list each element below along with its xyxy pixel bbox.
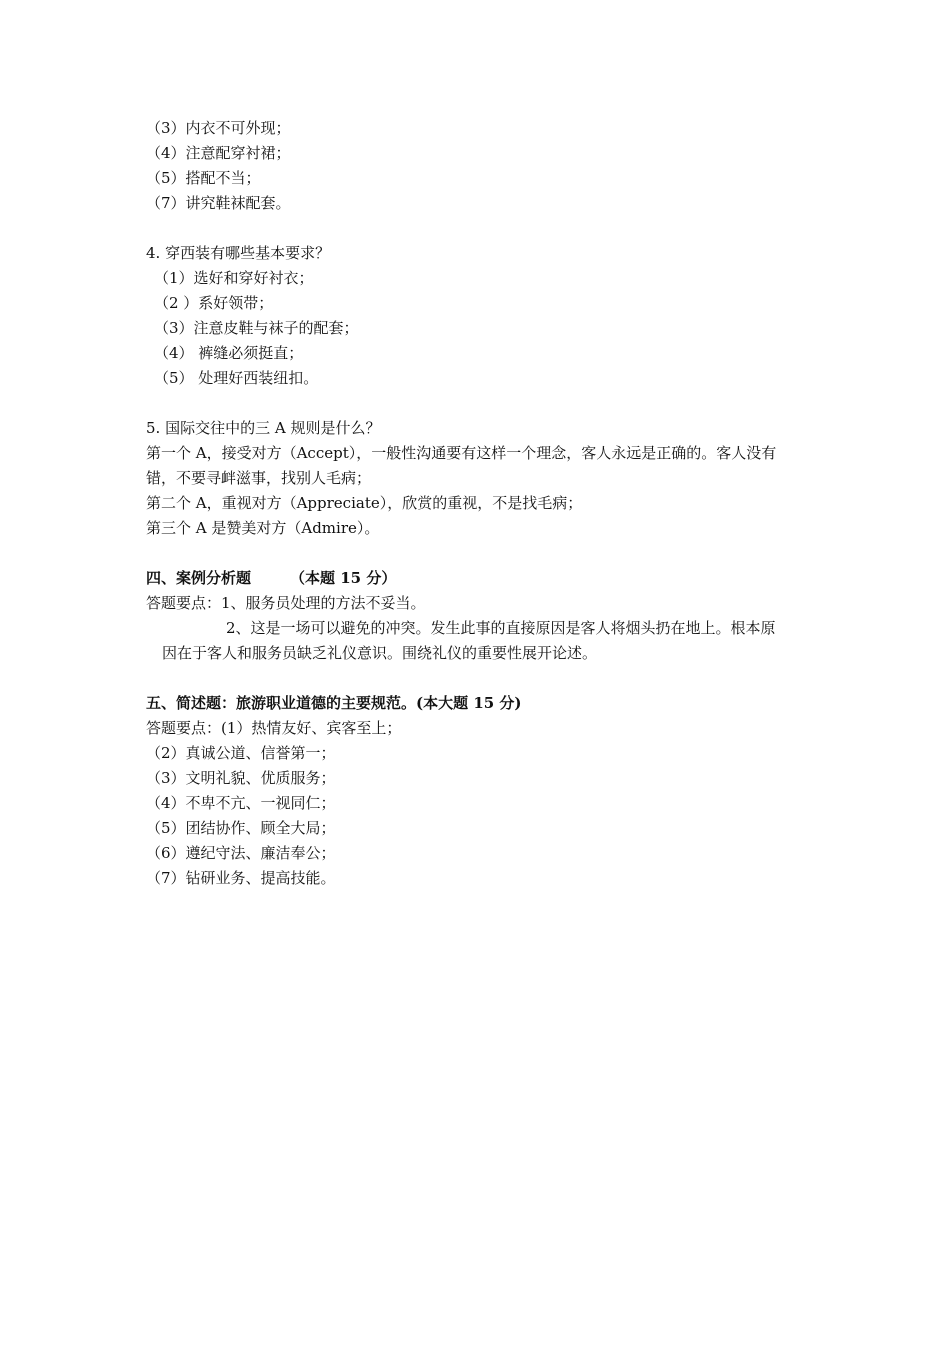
paragraph-line: 答题要点：(1）热情友好、宾客至上； xyxy=(146,719,402,737)
paragraph-line: 第三个 A 是赞美对方（Admire）。 xyxy=(146,519,380,537)
question-4-title: 4. 穿西装有哪些基本要求？ xyxy=(146,244,331,262)
paragraph-line: 2、这是一场可以避免的冲突。发生此事的直接原因是客人将烟头扔在地上。根本原 xyxy=(226,619,776,637)
list-item: （3）注意皮鞋与袜子的配套； xyxy=(154,319,359,337)
paragraph-line: 答题要点：1、服务员处理的方法不妥当。 xyxy=(146,594,426,612)
list-item: （4）不卑不亢、一视同仁； xyxy=(146,794,336,812)
list-item: （3）文明礼貌、优质服务； xyxy=(146,769,336,787)
list-item: （5）搭配不当； xyxy=(146,169,261,187)
list-item: （6）遵纪守法、廉洁奉公； xyxy=(146,844,336,862)
list-item: （4）注意配穿衬裙； xyxy=(146,144,291,162)
section-4-heading: 四、案例分析题 xyxy=(146,569,252,587)
section-4-score: （本题 15 分） xyxy=(290,569,397,587)
list-item: （5）团结协作、顾全大局； xyxy=(146,819,336,837)
list-item: （2 ）系好领带； xyxy=(154,294,274,312)
list-item: （1）选好和穿好衬衣； xyxy=(154,269,314,287)
paragraph-line: 第二个 A，重视对方（Appreciate），欣赏的重视，不是找毛病； xyxy=(146,494,583,512)
list-item: （3）内衣不可外现； xyxy=(146,119,291,137)
list-item: （7）钻研业务、提高技能。 xyxy=(146,869,336,887)
list-item: （4） 裤缝必须挺直； xyxy=(154,344,304,362)
paragraph-line: 因在于客人和服务员缺乏礼仪意识。围绕礼仪的重要性展开论述。 xyxy=(162,644,598,662)
list-item: （7）讲究鞋袜配套。 xyxy=(146,194,291,212)
paragraph-line: 第一个 A，接受对方（Accept），一般性沟通要有这样一个理念，客人永远是正确的。客人没有 xyxy=(146,444,777,462)
list-item: （5） 处理好西装纽扣。 xyxy=(154,369,319,387)
paragraph-line: 错，不要寻衅滋事，找别人毛病； xyxy=(146,469,372,487)
list-item: （2）真诚公道、信誉第一； xyxy=(146,744,336,762)
section-5-heading: 五、简述题：旅游职业道德的主要规范。(本大题 15 分) xyxy=(146,694,522,712)
question-5-title: 5. 国际交往中的三 A 规则是什么？ xyxy=(146,419,381,437)
